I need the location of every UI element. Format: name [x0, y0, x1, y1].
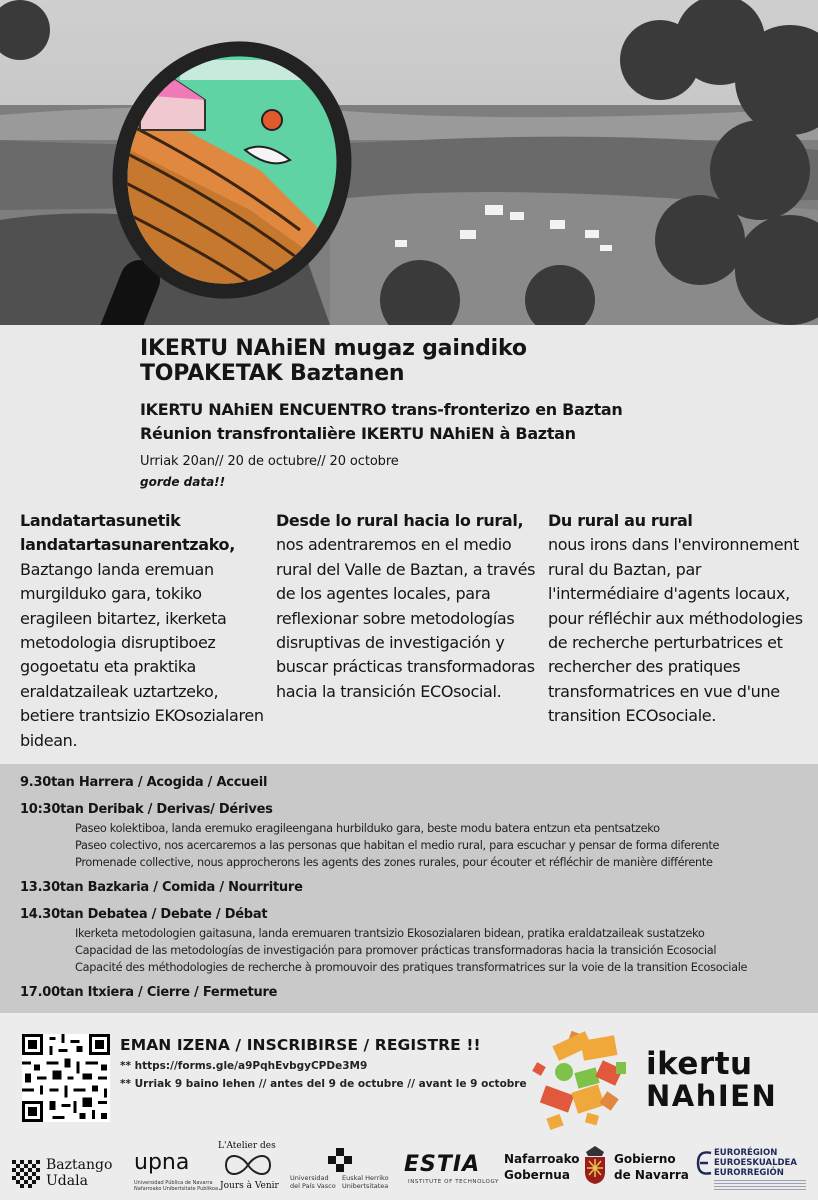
navarra-crest-icon — [582, 1146, 608, 1184]
schedule-item-title: 14.30tan Debatea / Debate / Débat — [20, 907, 268, 922]
euroregion-line2: EUROESKUALDEA — [714, 1158, 797, 1168]
estia-logotype: ESTIA — [404, 1152, 481, 1177]
schedule-item — [20, 772, 818, 793]
subtitle-spanish: IKERTU NAhiEN ENCUENTRO trans-fronterizo en Baztan — [140, 400, 623, 419]
hero-landscape-image — [0, 0, 818, 325]
schedule-item — [20, 982, 818, 1003]
schedule-detail: Promenade collective, nous approcherons les agents des zones rurales, pour écouter et réfléchir de manière différente — [75, 856, 713, 869]
upna-subtitle-eu: Nafarroako Unibertsitate Publikoa — [134, 1186, 219, 1192]
schedule-detail: Paseo colectivo, nos acercaremos a las personas que habitan el medio rural, para escuchar y pensar de forma diferente — [75, 839, 720, 852]
french-lead: Du rural au rural — [548, 511, 693, 530]
baztan-name-line2: Udala — [46, 1173, 88, 1189]
column-french — [548, 509, 810, 729]
schedule-detail: Capacité des méthodologies de recherche à promouvoir des pratiques transformatrices sur la voie de la transition Ecosociale — [75, 961, 748, 974]
navarra-es-line2: de Navarra — [614, 1168, 689, 1182]
sponsor-estia — [404, 1152, 500, 1188]
spanish-body: nos adentraremos en el medio rural del Valle de Baztan, a través de los agentes locales, para reflexionar sobre metodologías disruptivas de investigación y buscar prácticas transformadoras hacia la transición ECOsocial. — [276, 535, 536, 701]
ehu-eu-line2: Unibertsitatea — [342, 1182, 389, 1190]
ehu-es-line1: Universidad — [290, 1174, 329, 1182]
estia-subtitle: INSTITUTE OF TECHNOLOGY — [408, 1179, 500, 1185]
schedule-item-title: 17.00tan Itxiera / Cierre / Fermeture — [20, 985, 278, 1000]
schedule-detail: Capacidad de las metodologías de investigación para promover prácticas transformadoras hacia la transición Ecosocial — [75, 944, 717, 957]
sponsor-atelier — [218, 1141, 282, 1197]
schedule-detail: Paseo kolektiboa, landa eremuko eragileengana hurbilduko gara, beste modu batera entzun eta pentsatzeko — [75, 822, 660, 835]
schedule-detail: Ikerketa metodologien gaitasuna, landa eremuaren trantsizio Ekosozialaren bidean, pratika eraldatzaileak sustatzeko — [75, 927, 705, 940]
main-title-line1: IKERTU NAhiEN mugaz gaindiko — [140, 336, 527, 361]
infinity-icon — [222, 1153, 274, 1177]
navarra-eu-line1: Nafarroako — [504, 1152, 580, 1166]
qr-code-icon[interactable] — [22, 1034, 110, 1122]
upna-logotype: upna — [134, 1150, 190, 1175]
brand-word-nahien: NAhIEN — [646, 1079, 778, 1113]
baztan-checker-icon — [12, 1159, 40, 1189]
upna-subtitle-es: Universidad Pública de Navarra — [134, 1180, 213, 1186]
euroregion-e-icon — [696, 1150, 712, 1176]
main-title-line2: TOPAKETAK Baztanen — [140, 361, 405, 386]
navarra-es-line1: Gobierno — [614, 1152, 676, 1166]
schedule-item-title: 9.30tan Harrera / Acogida / Accueil — [20, 775, 268, 790]
ehu-eu-line1: Euskal Herriko — [342, 1174, 389, 1182]
registration-heading: EMAN IZENA / INSCRIBIRSE / REGISTRE !! — [120, 1036, 481, 1054]
sponsor-navarra — [504, 1144, 690, 1192]
french-body: nous irons dans l'environnement rural du Baztan, par l'intermédiaire d'agents locaux, pour réfléchir aux méthodologies de recherche perturbatrices et rechercher des pratiques transformatrices en vue d'une transition ECOsociale. — [548, 535, 803, 726]
euroregion-line3: EURORREGIÓN — [714, 1168, 784, 1178]
sponsor-ehu — [290, 1146, 400, 1194]
save-the-date: gorde data!! — [140, 475, 226, 489]
column-spanish — [276, 509, 538, 704]
ehu-es-line2: del País Vasco — [290, 1182, 336, 1190]
title-block — [140, 336, 800, 489]
basque-body: Baztango landa eremuan murgilduko gara, tokiko eragileen bitartez, ikerketa metodologia disruptiboez gogoetatu eta praktika eraldatzaileak uztartzeko, betiere trantsizio EKOsozialaren bidean. — [20, 559, 264, 750]
brand-word-ikertu: ikertu — [646, 1046, 753, 1082]
sponsor-baztan — [12, 1157, 122, 1191]
registration-link[interactable]: ** https://forms.gle/a9PqhEvbgyCPDe3M9 — [120, 1060, 368, 1072]
schedule-item-title: 13.30tan Bazkaria / Comida / Nourriture — [20, 880, 303, 895]
schedule-item — [20, 799, 818, 871]
atelier-line1: L'Atelier des — [218, 1141, 276, 1151]
spanish-lead: Desde lo rural hacia lo rural, — [276, 511, 524, 530]
ehu-tree-icon — [326, 1146, 354, 1172]
sponsor-upna — [134, 1150, 219, 1192]
schedule-item-title: 10:30tan Deribak / Derivas/ Dérives — [20, 802, 273, 817]
atelier-line2: Jours à Venir — [220, 1181, 279, 1191]
euroregion-line1: EURORÉGION — [714, 1148, 778, 1158]
column-basque — [20, 509, 268, 753]
schedule-section — [0, 764, 818, 1013]
sponsor-euroregion — [696, 1148, 810, 1194]
basque-lead: Landatartasunetik landatartasunarentzako, — [20, 511, 235, 555]
euroregion-fine-print — [714, 1180, 806, 1190]
schedule-item — [20, 877, 818, 898]
subtitle-french: Réunion transfrontalière IKERTU NAhiEN à Baztan — [140, 424, 576, 443]
schedule-item — [20, 904, 818, 976]
event-date: Urriak 20an// 20 de octubre// 20 octobre — [140, 454, 399, 469]
navarra-eu-line2: Gobernua — [504, 1168, 570, 1182]
registration-deadline: ** Urriak 9 baino lehen // antes del 9 de octubre // avant le 9 octobre — [120, 1078, 527, 1090]
baztan-name-line1: Baztango — [46, 1157, 113, 1173]
